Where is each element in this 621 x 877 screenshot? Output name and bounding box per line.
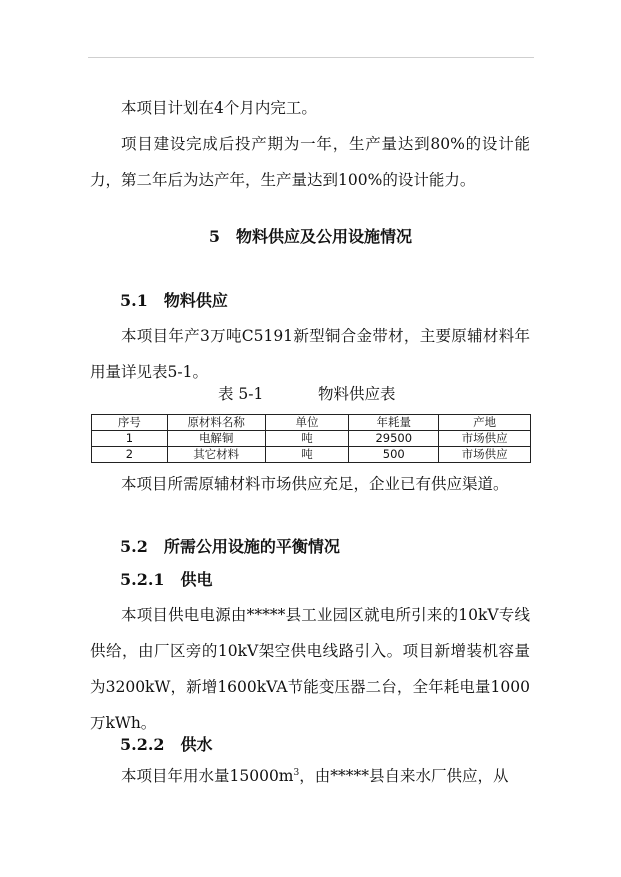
section-heading-5-1: 5.1 物料供应 (120, 291, 228, 310)
section-heading-5-2: 5.2 所需公用设施的平衡情况 (120, 537, 340, 556)
table-cell: 市场供应 (439, 431, 531, 447)
table-header-cell: 序号 (92, 415, 168, 431)
table-header-row (92, 415, 531, 431)
table-header-cell: 原材料名称 (167, 415, 265, 431)
table-row (92, 431, 531, 447)
section-heading-5: 5 物料供应及公用设施情况 (208, 227, 413, 246)
table-cell: 市场供应 (439, 447, 531, 463)
table-cell: 吨 (265, 447, 349, 463)
paragraph-materials-intro: 本项目年产3万吨C5191新型铜合金带材，主要原辅材料年用量详见表5-1。 (90, 327, 530, 381)
superscript-3: 3 (293, 767, 300, 778)
page-header-rule (88, 57, 534, 58)
paragraph-production-capacity: 项目建设完成后投产期为一年，生产量达到80%的设计能力，第二年后为达产年，生产量达到100%的设计能力。 (90, 135, 530, 189)
paragraph-schedule: 本项目计划在4个月内完工。 (121, 99, 317, 117)
table-cell: 500 (349, 447, 439, 463)
paragraph-power-supply: 本项目供电电源由*****县工业园区就电所引来的10kV专线供给，由厂区旁的10kV架空供电线路引入。项目新增装机容量为3200kW，新增1600kVA节能变压器二台，全年耗电量1000万kWh。 (90, 606, 530, 732)
table-header-cell: 产地 (439, 415, 531, 431)
table-caption-number: 表 5-1 (218, 385, 264, 403)
paragraph-water-supply (90, 758, 530, 794)
table-row (92, 447, 531, 463)
section-heading-5-2-2: 5.2.2 供水 (120, 735, 213, 754)
table-cell: 29500 (349, 431, 439, 447)
table-cell: 电解铜 (167, 431, 265, 447)
water-text-after: ，由*****县自来水厂供应，从 (299, 767, 509, 785)
table-cell: 其它材料 (167, 447, 265, 463)
paragraph-supply-sufficient: 本项目所需原辅材料市场供应充足，企业已有供应渠道。 (121, 475, 509, 493)
table-cell: 1 (92, 431, 168, 447)
table-cell: 吨 (265, 431, 349, 447)
table-header-cell: 年耗量 (349, 415, 439, 431)
section-heading-5-2-1: 5.2.1 供电 (120, 570, 213, 589)
table-cell: 2 (92, 447, 168, 463)
table-header-cell: 单位 (265, 415, 349, 431)
water-text-before: 本项目年用水量15000m (121, 767, 294, 785)
material-supply-table (91, 414, 531, 463)
table-caption-title: 物料供应表 (318, 385, 396, 403)
